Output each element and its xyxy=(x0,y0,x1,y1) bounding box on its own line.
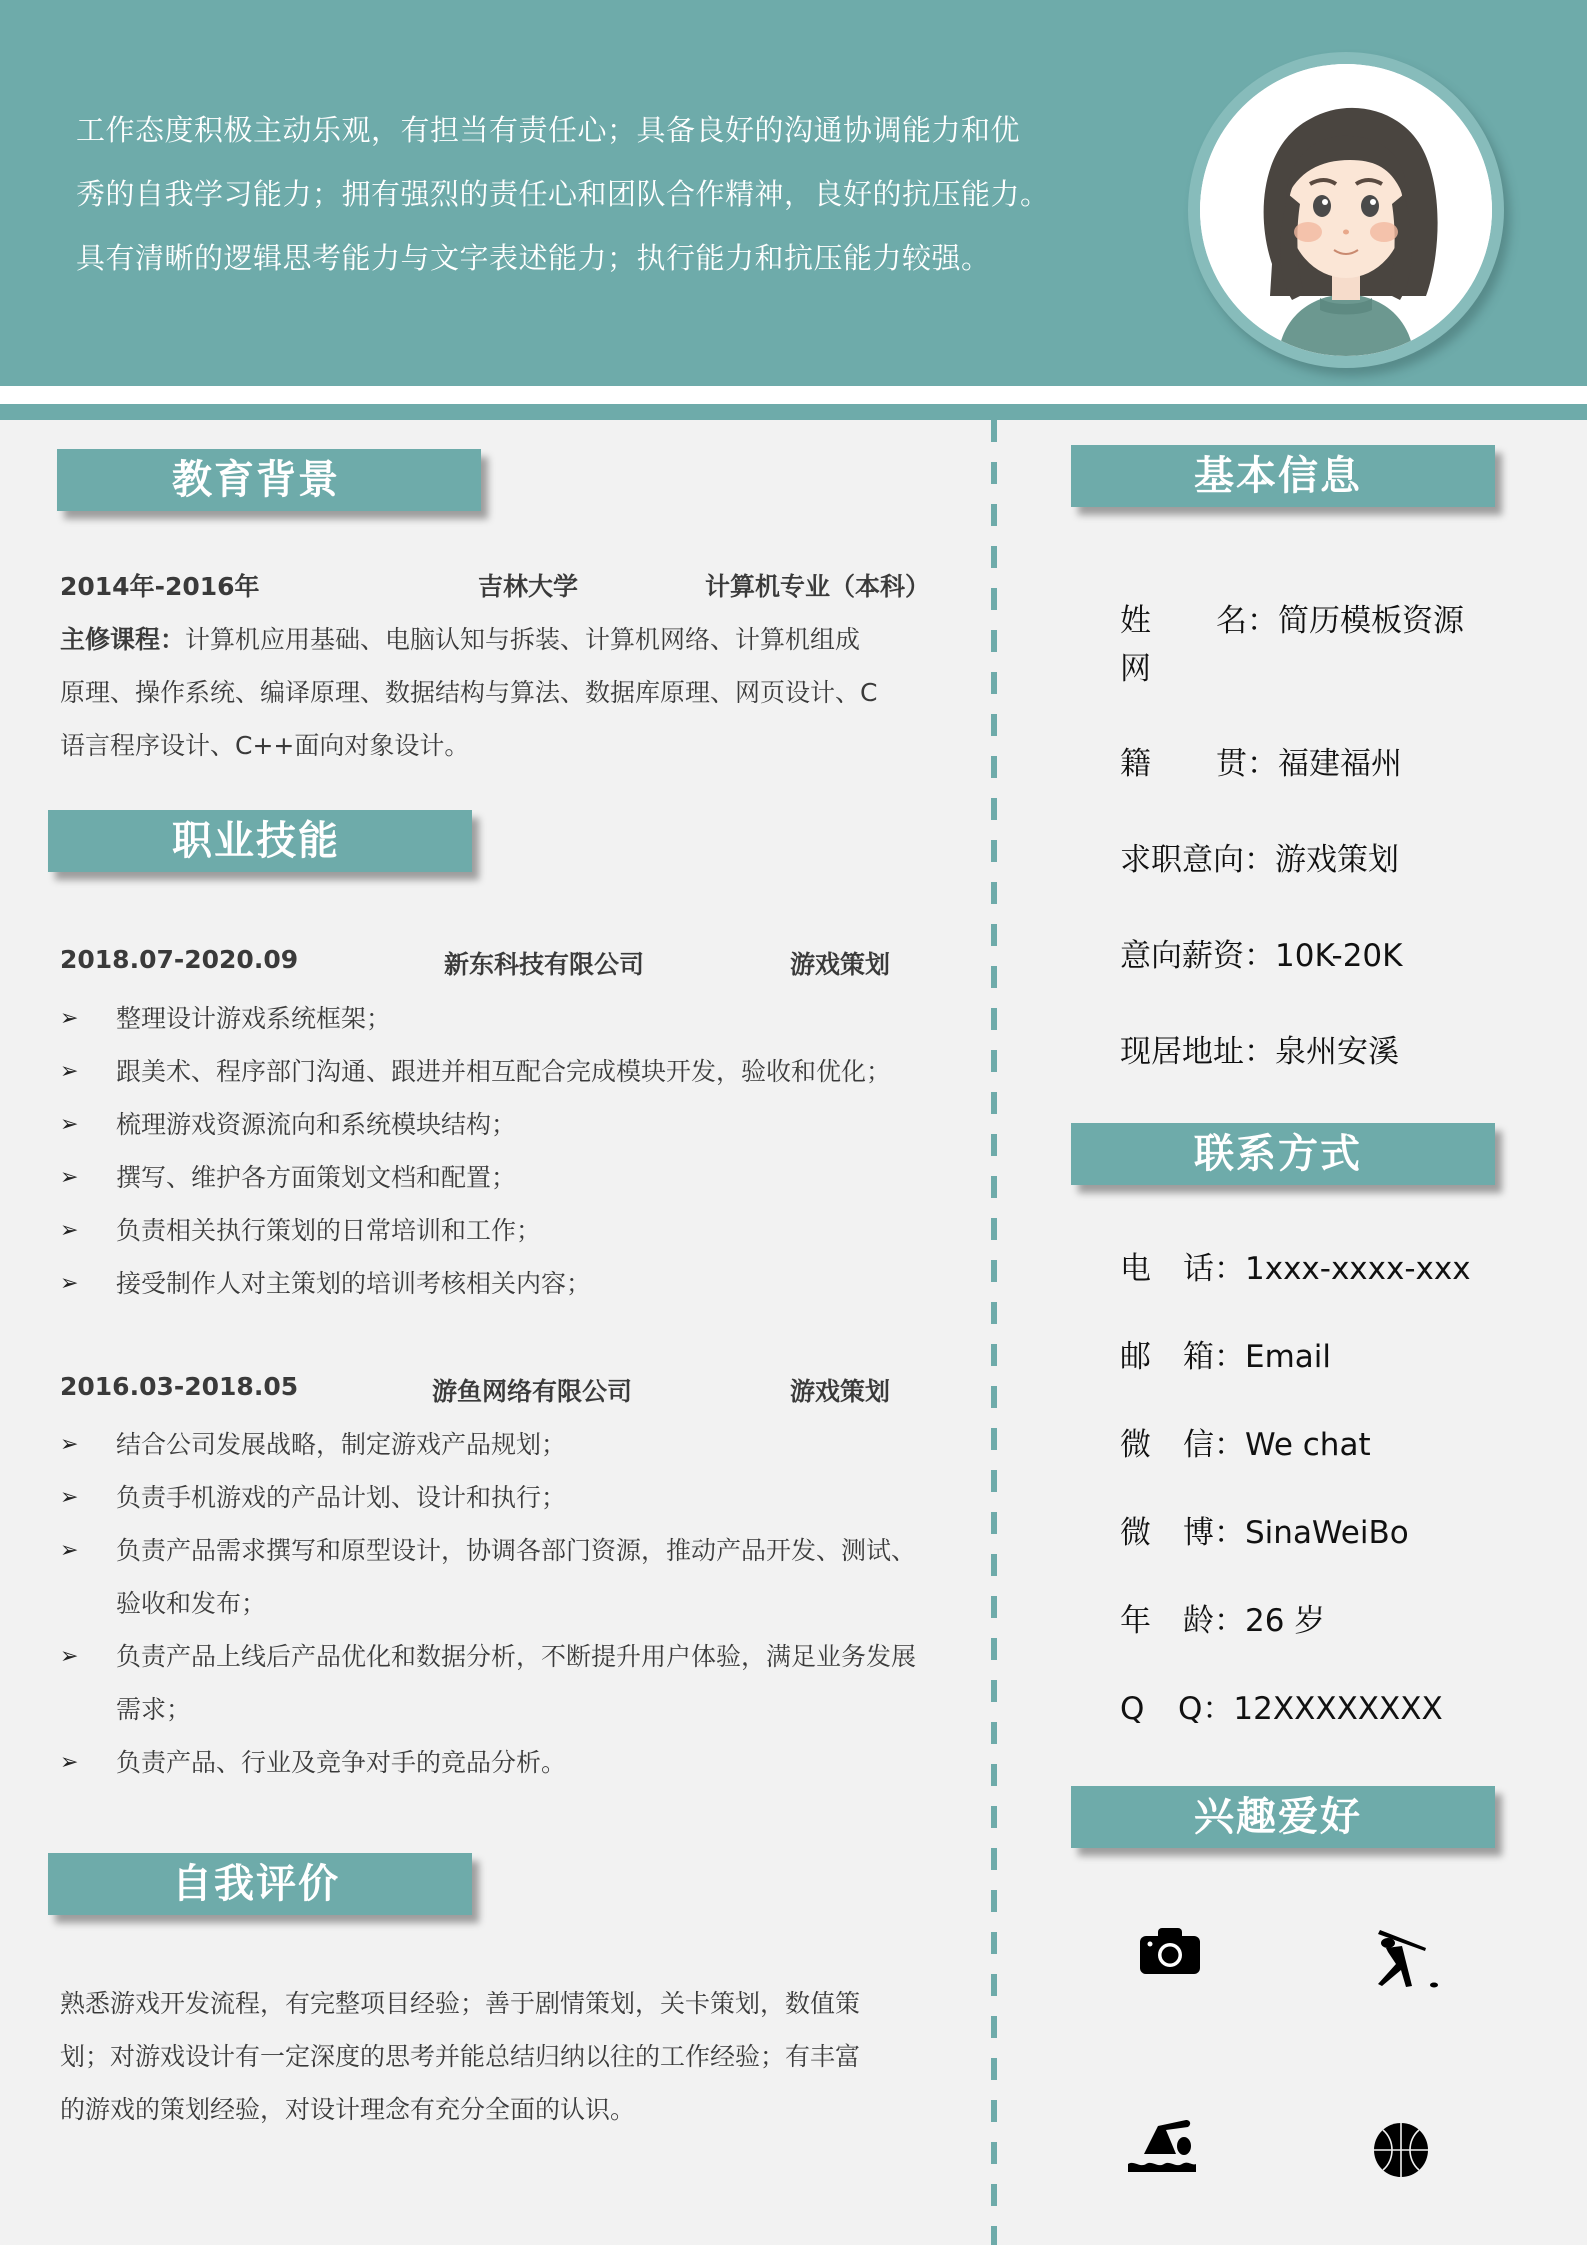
arrow-bullet-icon: ➢ xyxy=(60,1432,79,1457)
info-value: 游戏策划 xyxy=(1275,842,1399,878)
list-item xyxy=(60,1257,930,1310)
duty-text: 负责产品上线后产品优化和数据分析，不断提升用户体验，满足业务发展需求； xyxy=(116,1642,917,1724)
self-eval-line: 熟悉游戏开发流程，有完整项目经验；善于剧情策划，关卡策划，数值策 xyxy=(60,1989,861,2018)
job-duties xyxy=(60,1418,940,1789)
section-title-self-eval xyxy=(48,1853,472,1915)
intro-line: 具有清晰的逻辑思考能力与文字表述能力；执行能力和抗压能力较强。 xyxy=(76,241,991,275)
camera-icon xyxy=(1140,1928,1210,1998)
contact-label: 微 xyxy=(1120,1515,1151,1551)
section-title-text: 教育背景 xyxy=(172,457,340,503)
info-row-address xyxy=(1120,1026,1399,1071)
job-period: 2018.07-2020.09 xyxy=(60,945,299,974)
header-separator xyxy=(0,386,1587,404)
duty-text: 跟美术、程序部门沟通、跟进并相互配合完成模块开发，验收和优化； xyxy=(116,1057,892,1086)
intro-summary xyxy=(76,98,1096,290)
contact-label: 邮 xyxy=(1120,1339,1151,1375)
contact-label: 年 xyxy=(1120,1603,1151,1639)
contact-row-weibo xyxy=(1120,1507,1409,1552)
section-title-contact xyxy=(1071,1123,1495,1185)
cartoon-girl-icon xyxy=(1200,64,1492,356)
contact-label: 微 xyxy=(1120,1427,1151,1463)
duty-text: 结合公司发展战略，制定游戏产品规划； xyxy=(116,1430,567,1459)
swimming-icon xyxy=(1128,2120,1198,2190)
info-row-name xyxy=(1120,595,1464,640)
job-header xyxy=(60,1372,930,1412)
arrow-bullet-icon: ➢ xyxy=(60,1059,79,1084)
arrow-bullet-icon: ➢ xyxy=(60,1750,79,1775)
contact-row-email xyxy=(1120,1331,1331,1376)
intro-line: 工作态度积极主动乐观，有担当有责任心；具备良好的沟通协调能力和优 xyxy=(76,113,1021,147)
info-value: 泉州安溪 xyxy=(1275,1034,1399,1070)
section-title-text: 职业技能 xyxy=(172,818,340,864)
arrow-bullet-icon: ➢ xyxy=(60,1485,79,1510)
header-banner xyxy=(0,0,1587,386)
info-row-salary xyxy=(1120,930,1402,975)
self-eval-text xyxy=(60,1977,930,2136)
education-major: 计算机专业（本科） xyxy=(705,572,931,601)
info-row-name-wrap xyxy=(1120,643,1151,688)
contact-value[interactable]: We chat xyxy=(1245,1427,1371,1463)
arrow-bullet-icon: ➢ xyxy=(60,1112,79,1137)
list-item xyxy=(60,1151,930,1204)
contact-value[interactable]: 12XXXXXXXX xyxy=(1233,1691,1443,1727)
self-eval-line: 划；对游戏设计有一定深度的思考并能总结归纳以往的工作经验；有丰富 xyxy=(60,2042,861,2071)
column-divider xyxy=(991,420,997,2245)
arrow-bullet-icon: ➢ xyxy=(60,1165,79,1190)
section-title-text: 自我评价 xyxy=(172,1861,340,1907)
info-label: 籍 xyxy=(1120,746,1151,782)
section-title-hobbies xyxy=(1071,1786,1495,1848)
contact-value[interactable]: SinaWeiBo xyxy=(1245,1515,1409,1551)
list-item xyxy=(60,1204,930,1257)
arrow-bullet-icon: ➢ xyxy=(60,1644,79,1669)
arrow-bullet-icon: ➢ xyxy=(60,1218,79,1243)
list-item xyxy=(60,1524,940,1630)
job-duties xyxy=(60,992,930,1310)
self-eval-line: 的游戏的策划经验，对设计理念有充分全面的认识。 xyxy=(60,2095,636,2124)
duty-text: 负责手机游戏的产品计划、设计和执行； xyxy=(116,1483,567,1512)
duty-text: 梳理游戏资源流向和系统模块结构； xyxy=(116,1110,517,1139)
courses-line: 语言程序设计、C++面向对象设计。 xyxy=(60,731,470,760)
job-company: 游鱼网络有限公司 xyxy=(432,1377,633,1406)
duty-text: 负责产品、行业及竞争对手的竞品分析。 xyxy=(116,1748,567,1777)
contact-value[interactable]: Email xyxy=(1245,1339,1332,1375)
job-period: 2016.03-2018.05 xyxy=(60,1372,299,1401)
info-label: 名： xyxy=(1216,603,1278,639)
education-row xyxy=(60,567,930,607)
avatar xyxy=(1188,52,1504,368)
contact-label: Q xyxy=(1120,1691,1145,1727)
duty-text: 负责产品需求撰写和原型设计，协调各部门资源，推动产品开发、测试、验收和发布； xyxy=(116,1536,917,1618)
list-item xyxy=(60,992,930,1045)
list-item xyxy=(60,1630,940,1736)
contact-row-phone xyxy=(1120,1243,1471,1288)
job-role: 游戏策划 xyxy=(790,950,891,979)
education-period: 2014年-2016年 xyxy=(60,572,260,601)
contact-value: 26 岁 xyxy=(1245,1603,1326,1639)
contact-row-wechat xyxy=(1120,1419,1371,1464)
list-item xyxy=(60,1098,930,1151)
info-label: 意向薪资： xyxy=(1120,938,1275,974)
duty-text: 撰写、维护各方面策划文档和配置； xyxy=(116,1163,517,1192)
contact-label: Q： xyxy=(1178,1691,1234,1727)
contact-label: 话： xyxy=(1183,1251,1245,1287)
list-item xyxy=(60,1418,940,1471)
info-label: 求职意向： xyxy=(1120,842,1275,878)
intro-line: 秀的自我学习能力；拥有强烈的责任心和团队合作精神，良好的抗压能力。 xyxy=(76,177,1050,211)
section-title-text: 兴趣爱好 xyxy=(1194,1794,1362,1840)
duty-text: 接受制作人对主策划的培训考核相关内容； xyxy=(116,1269,592,1298)
contact-label: 博： xyxy=(1183,1515,1245,1551)
courses-line: 原理、操作系统、编译原理、数据结构与算法、数据库原理、网页设计、C xyxy=(60,678,878,707)
info-value: 福建福州 xyxy=(1278,746,1402,782)
golf-icon xyxy=(1376,1928,1446,1998)
info-label: 贯： xyxy=(1216,746,1278,782)
job-header xyxy=(60,945,930,985)
contact-value[interactable]: 1xxx-xxxx-xxx xyxy=(1245,1251,1471,1287)
section-title-basic-info xyxy=(1071,445,1495,507)
courses-line: 计算机应用基础、电脑认知与拆装、计算机网络、计算机组成 xyxy=(185,625,861,654)
section-title-skills xyxy=(48,810,472,872)
section-title-text: 联系方式 xyxy=(1194,1131,1362,1177)
list-item xyxy=(60,1471,940,1524)
arrow-bullet-icon: ➢ xyxy=(60,1271,79,1296)
arrow-bullet-icon: ➢ xyxy=(60,1538,79,1563)
contact-label: 信： xyxy=(1183,1427,1245,1463)
contact-row-age xyxy=(1120,1595,1325,1640)
list-item xyxy=(60,1045,930,1098)
duty-text: 整理设计游戏系统框架； xyxy=(116,1004,392,1033)
courses-label: 主修课程： xyxy=(60,625,186,654)
duty-text: 负责相关执行策划的日常培训和工作； xyxy=(116,1216,542,1245)
contact-label: 龄： xyxy=(1183,1603,1245,1639)
basketball-icon xyxy=(1373,2122,1443,2192)
contact-label: 电 xyxy=(1120,1251,1151,1287)
education-courses xyxy=(60,613,930,772)
header-band xyxy=(0,404,1587,420)
job-company: 新东科技有限公司 xyxy=(444,950,645,979)
list-item xyxy=(60,1736,940,1789)
info-value: 简历模板资源 xyxy=(1278,603,1464,639)
job-role: 游戏策划 xyxy=(790,1377,891,1406)
arrow-bullet-icon: ➢ xyxy=(60,1006,79,1031)
info-value: 10K-20K xyxy=(1275,938,1403,974)
info-row-job-intent xyxy=(1120,834,1399,879)
info-label: 现居地址： xyxy=(1120,1034,1275,1070)
info-label: 姓 xyxy=(1120,603,1151,639)
education-school: 吉林大学 xyxy=(478,572,579,601)
info-value: 网 xyxy=(1120,651,1151,687)
info-row-hometown xyxy=(1120,738,1402,783)
section-title-text: 基本信息 xyxy=(1194,453,1362,499)
contact-row-qq xyxy=(1120,1683,1443,1728)
section-title-education xyxy=(57,449,481,511)
contact-label: 箱： xyxy=(1183,1339,1245,1375)
avatar-image xyxy=(1200,64,1492,356)
